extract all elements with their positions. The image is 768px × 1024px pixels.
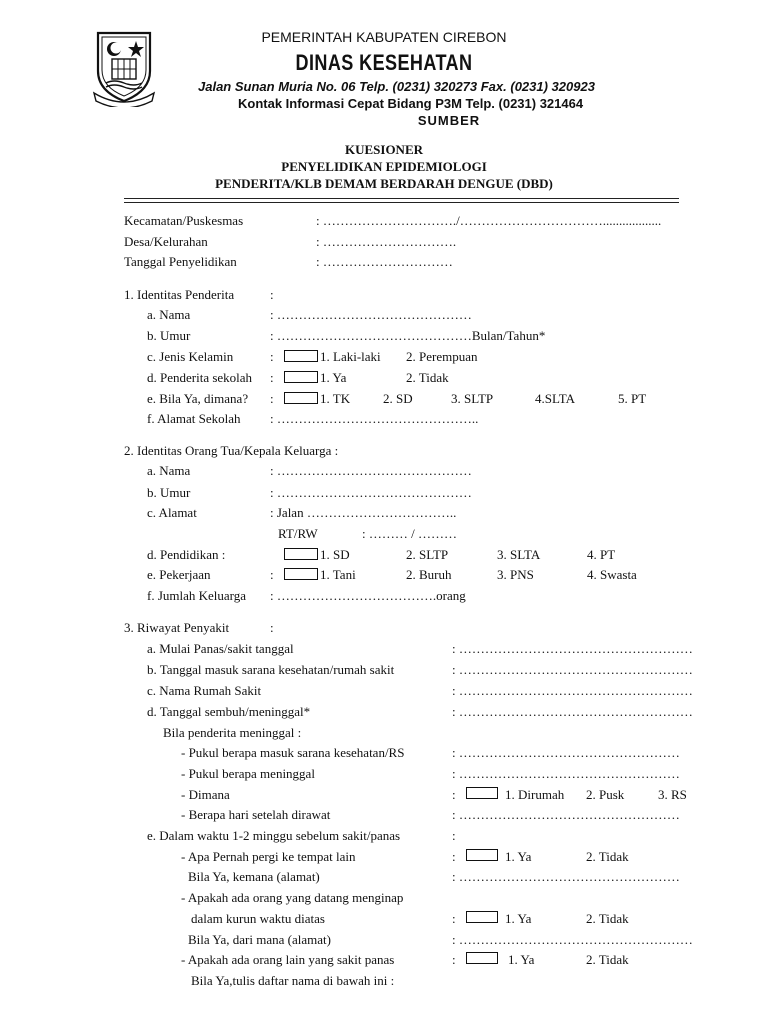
s1-alamat-label: f. Alamat Sekolah — [147, 411, 241, 426]
s1-dimana-opt4: 4.SLTA — [535, 391, 576, 406]
s2-pendidikan-opt1: 1. SD — [320, 547, 350, 562]
s2-umur-field[interactable]: : ……………………………………… — [270, 485, 472, 500]
kecamatan-label: Kecamatan/Puskesmas — [124, 213, 244, 228]
s2-alamat-field[interactable]: : Jalan …………………………….. — [270, 505, 457, 520]
s3-darimana-label: Bila Ya, dari mana (alamat) — [188, 932, 331, 947]
s3-kemana-field[interactable]: : …………………………………………… — [452, 869, 680, 884]
tanggal-field[interactable]: : ………………………… — [316, 254, 453, 269]
s2-nama-label: a. Nama — [147, 463, 191, 478]
section3-colon: : — [270, 620, 274, 635]
s3-menginap-label-2: dalam kurun waktu diatas — [191, 911, 325, 926]
s3-meninggal-intro: Bila penderita meninggal : — [163, 725, 302, 740]
s3-sembuh-field[interactable]: : ……………………………………………… — [452, 704, 693, 719]
s3-rs-field[interactable]: : ……………………………………………… — [452, 683, 693, 698]
s2-pekerjaan-checkbox[interactable] — [284, 568, 318, 580]
s1-dimana-opt1: 1. TK — [320, 391, 351, 406]
s2-pendidikan-checkbox[interactable] — [284, 548, 318, 560]
s3-daftar-label: Bila Ya,tulis daftar nama di bawah ini : — [191, 973, 395, 988]
s2-pendidikan-opt4: 4. PT — [587, 547, 616, 562]
s2-rtrw-label: RT/RW — [278, 526, 318, 541]
s1-dimana-opt5: 5. PT — [618, 391, 647, 406]
s3-pergi-label: - Apa Pernah pergi ke tempat lain — [181, 849, 356, 864]
s3-menginap-checkbox[interactable] — [466, 911, 498, 923]
s3-darimana-field[interactable]: : ……………………………………………… — [452, 932, 693, 947]
title-line-2: PENYELIDIKAN EPIDEMIOLOGI — [281, 159, 487, 174]
s1-dimana-checkbox[interactable] — [284, 392, 318, 404]
title-line-1: KUESIONER — [344, 142, 424, 157]
s2-pekerjaan-colon: : — [270, 567, 274, 582]
s2-umur-label: b. Umur — [147, 485, 191, 500]
s3-dimana-colon: : — [452, 787, 456, 802]
s3-pergi-opt2: 2. Tidak — [586, 849, 629, 864]
s3-dimana-opt3: 3. RS — [658, 787, 687, 802]
title-divider-thin — [124, 202, 679, 203]
s1-dimana-opt2: 2. SD — [383, 391, 413, 406]
s3-dimana-label: - Dimana — [181, 787, 230, 802]
s2-jumlah-field[interactable]: : ……………………………….orang — [270, 588, 466, 603]
s3-pergi-opt1: 1. Ya — [505, 849, 532, 864]
s3-lain-sakit-opt1: 1. Ya — [508, 952, 535, 967]
s1-jk-opt1: 1. Laki-laki — [320, 349, 381, 364]
s2-pekerjaan-opt1: 1. Tani — [320, 567, 356, 582]
s3-dalam-waktu-label: e. Dalam waktu 1-2 minggu sebelum sakit/panas — [147, 828, 401, 843]
letterhead-contact: Kontak Informasi Cepat Bidang P3M Telp. (0231) 321464 — [238, 96, 584, 111]
s2-pekerjaan-opt4: 4. Swasta — [587, 567, 637, 582]
s3-mulai-field[interactable]: : ……………………………………………… — [452, 641, 693, 656]
s3-kemana-label: Bila Ya, kemana (alamat) — [188, 869, 320, 884]
s1-sekolah-opt1: 1. Ya — [320, 370, 347, 385]
s1-dimana-label: e. Bila Ya, dimana? — [147, 391, 249, 406]
s1-alamat-field[interactable]: : ……………………………………….. — [270, 411, 479, 426]
section1-title: 1. Identitas Penderita — [124, 287, 235, 302]
section2-title: 2. Identitas Orang Tua/Kepala Keluarga : — [124, 443, 339, 458]
s3-lain-sakit-checkbox[interactable] — [466, 952, 498, 964]
kecamatan-field[interactable]: : …………………………./…………………………….................. — [316, 213, 662, 228]
s1-sekolah-label: d. Penderita sekolah — [147, 370, 253, 385]
s3-pukul-meninggal-field[interactable]: : …………………………………………… — [452, 766, 680, 781]
s3-lain-sakit-label: - Apakah ada orang lain yang sakit panas — [181, 952, 395, 967]
s3-dimana-opt1: 1. Dirumah — [505, 787, 565, 802]
s1-jk-opt2: 2. Perempuan — [406, 349, 478, 364]
s3-masuk-field[interactable]: : ……………………………………………… — [452, 662, 693, 677]
s3-dimana-checkbox[interactable] — [466, 787, 498, 799]
s2-nama-field[interactable]: : ……………………………………… — [270, 463, 472, 478]
s3-dalam-waktu-colon: : — [452, 828, 456, 843]
s1-dimana-opt3: 3. SLTP — [451, 391, 494, 406]
s2-pendidikan-opt2: 2. SLTP — [406, 547, 449, 562]
letterhead-address: Jalan Sunan Muria No. 06 Telp. (0231) 320273 Fax. (0231) 320923 — [198, 79, 595, 94]
s1-dimana-colon: : — [270, 391, 274, 406]
s3-menginap-opt1: 1. Ya — [505, 911, 532, 926]
s3-pukul-meninggal-label: - Pukul berapa meninggal — [181, 766, 315, 781]
letterhead-city: SUMBER — [417, 113, 481, 128]
s2-pekerjaan-opt3: 3. PNS — [497, 567, 534, 582]
section3-title: 3. Riwayat Penyakit — [124, 620, 230, 635]
s3-pergi-checkbox[interactable] — [466, 849, 498, 861]
s3-rs-label: c. Nama Rumah Sakit — [147, 683, 262, 698]
s3-menginap-colon: : — [452, 911, 456, 926]
s2-pendidikan-opt3: 3. SLTA — [497, 547, 541, 562]
s3-menginap-label-1: - Apakah ada orang yang datang menginap — [181, 890, 404, 905]
title-divider — [124, 198, 679, 199]
s3-pergi-colon: : — [452, 849, 456, 864]
s3-lain-sakit-opt2: 2. Tidak — [586, 952, 629, 967]
s3-lain-sakit-colon: : — [452, 952, 456, 967]
s3-berapa-hari-label: - Berapa hari setelah dirawat — [181, 807, 331, 822]
s1-jk-colon: : — [270, 349, 274, 364]
s1-nama-label: a. Nama — [147, 307, 191, 322]
s3-sembuh-label: d. Tanggal sembuh/meninggal* — [147, 704, 311, 719]
s2-pendidikan-label: d. Pendidikan : — [147, 547, 226, 562]
s3-masuk-label: b. Tanggal masuk sarana kesehatan/rumah sakit — [147, 662, 395, 677]
s1-sekolah-colon: : — [270, 370, 274, 385]
s3-menginap-opt2: 2. Tidak — [586, 911, 629, 926]
section1-colon: : — [270, 287, 274, 302]
s1-jk-checkbox[interactable] — [284, 350, 318, 362]
desa-field[interactable]: : …………………………. — [316, 234, 457, 249]
s1-sekolah-opt2: 2. Tidak — [406, 370, 449, 385]
letterhead-government: PEMERINTAH KABUPATEN CIREBON — [261, 29, 507, 45]
s3-pukul-masuk-field[interactable]: : …………………………………………… — [452, 745, 680, 760]
s1-jk-label: c. Jenis Kelamin — [147, 349, 234, 364]
s2-rtrw-field[interactable]: : ……… / ……… — [362, 526, 457, 541]
desa-label: Desa/Kelurahan — [124, 234, 208, 249]
s1-umur-field[interactable]: : ………………………………………Bulan/Tahun* — [270, 328, 546, 343]
s1-sekolah-checkbox[interactable] — [284, 371, 318, 383]
letterhead-agency: DINAS KESEHATAN — [295, 50, 473, 75]
s3-berapa-hari-field[interactable]: : …………………………………………… — [452, 807, 680, 822]
s3-pukul-masuk-label: - Pukul berapa masuk sarana kesehatan/RS — [181, 745, 405, 760]
title-line-3: PENDERITA/KLB DEMAM BERDARAH DENGUE (DBD) — [215, 176, 553, 191]
s2-pekerjaan-opt2: 2. Buruh — [406, 567, 452, 582]
s1-umur-label: b. Umur — [147, 328, 191, 343]
s3-mulai-label: a. Mulai Panas/sakit tanggal — [147, 641, 294, 656]
s2-jumlah-label: f. Jumlah Keluarga — [147, 588, 247, 603]
s3-dimana-opt2: 2. Pusk — [586, 787, 625, 802]
tanggal-label: Tanggal Penyelidikan — [124, 254, 237, 269]
s2-pekerjaan-label: e. Pekerjaan — [147, 567, 211, 582]
s1-nama-field[interactable]: : ……………………………………… — [270, 307, 472, 322]
s2-alamat-label: c. Alamat — [147, 505, 197, 520]
